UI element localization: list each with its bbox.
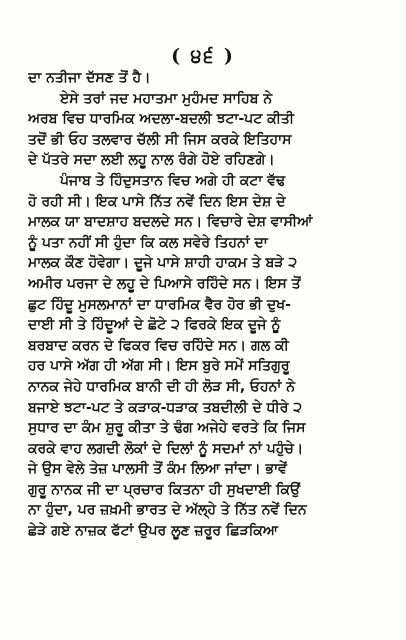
text-line: ਛੇੜੇ ਗਏ ਨਾਜ਼ਕ ਫੱਟਾਂ ਉਪਰ ਲੂਣ ਜ਼ਰੂਰ ਛਿੜਕਿਆ	[28, 523, 279, 540]
text-line: ਅਰਬ ਵਿਚ ਧਾਰਮਿਕ ਅਦਲਾ-ਬਦਲੀ ਝਟਾ-ਪਟ ਕੀਤੀ	[28, 111, 295, 128]
text-line: ਤਦੋਂ ਭੀ ਓਹ ਤਲਵਾਰ ਚੱਲੀ ਸੀ ਜਿਸ ਕਰਕੇ ਇਤਿਹਾਸ	[28, 131, 292, 148]
text-line: ਮਾਲਕ ਯਾ ਬਾਦਸ਼ਾਹ ਬਦਲਦੇ ਸਨ। ਵਿਚਾਰੇ ਦੇਸ਼ ਵਾਸੀਆਂ	[28, 214, 313, 231]
text-line: ਗੁਰੂ ਨਾਨਕ ਜੀ ਦਾ ਪ੍ਰਚਾਰ ਕਿਤਨਾ ਹੀ ਸੁਖਦਾਈ ਕਿਉਂ	[28, 481, 301, 498]
text-line: ਹੋ ਰਹੀ ਸੀ। ਇਕ ਪਾਸੇ ਨਿੱਤ ਨਵੇਂ ਦਿਨ ਇਸ ਦੇਸ਼ ਦੇ	[28, 193, 286, 210]
text-line: ਜੇ ਉਸ ਵੇਲੇ ਤੇਜ਼ ਪਾਲਸੀ ਤੋਂ ਕੰਮ ਲਿਆ ਜਾਂਦਾ। ਭਾਵੇਂ	[28, 461, 287, 478]
text-line: ਪੰਜਾਬ ਤੇ ਹਿੰਦੁਸਤਾਨ ਵਿਚ ਅਗੇ ਹੀ ਕਟਾ ਵੱਢ	[60, 172, 286, 189]
text-line: ਦਾਈ ਸੀ ਤੇ ਹਿੰਦੂਆਂ ਦੇ ਛੋਟੇ ੨ ਫਿਰਕੇ ਇਕ ਦੂਜੇ ਨੂੰ	[28, 317, 281, 334]
text-line: ਨਾਨਕ ਜੇਹੇ ਧਾਰਮਿਕ ਬਾਨੀ ਦੀ ਹੀ ਲੋੜ ਸੀ, ਓਹਨਾਂ ਨੇ	[28, 378, 295, 395]
text-line: ਹਰ ਪਾਸੇ ਅੱਗ ਹੀ ਅੱਗ ਸੀ। ਇਸ ਬੁਰੇ ਸਮੇਂ ਸਤਿਗੁਰੂ	[28, 358, 290, 375]
text-line: ਸੁਧਾਰ ਦਾ ਕੰਮ ਸ਼ੁਰੂ ਕੀਤਾ ਤੇ ਢੰਗ ਅਜੇਹੇ ਵਰਤੇ ਕਿ ਜਿਸ	[28, 420, 306, 437]
text-line: ਬਰਬਾਦ ਕਰਨ ਦੇ ਫਿਕਰ ਵਿਚ ਰਹਿੰਦੇ ਸਨ। ਗਲ ਕੀ	[28, 337, 289, 354]
text-line: ਦਾ ਨਤੀਜਾ ਦੱਸਣ ਤੋਂ ਹੈ।	[28, 70, 151, 86]
text-line: ਏਸੇ ਤਰਾਂ ਜਦ ਮਹਾਤਮਾ ਮੁਹੰਮਦ ਸਾਹਿਬ ਨੇ	[60, 90, 273, 107]
text-line: ਬਜਾਏ ਝਟਾ-ਪਟ ਤੇ ਕੜਾਕ-ਧੜਾਕ ਤਬਦੀਲੀ ਦੇ ਧੀਰੇ ੨	[28, 399, 302, 416]
page-number: ( ੪੬ )	[171, 45, 235, 67]
text-line: ਕਰਕੇ ਵਾਹ ਲਗਦੀ ਲੋਕਾਂ ਦੇ ਦਿਲਾਂ ਨੂੰ ਸਦਮਾਂ ਨਾਂ ਪਹੁੰਚੇ।	[28, 440, 304, 457]
body-text	[28, 68, 390, 542]
text-line: ਛੁਟ ਹਿੰਦੂ ਮੁਸਲਮਾਨਾਂ ਦਾ ਧਾਰਮਿਕ ਵੈਰ ਹੋਰ ਭੀ ਦੁਖ-	[28, 296, 291, 313]
text-line: ਮਾਲਕ ਕੌਣ ਹੋਵੇਗਾ। ਦੂਜੇ ਪਾਸੇ ਸ਼ਾਹੀ ਹਾਕਮ ਤੇ ਬੜੇ ੨	[28, 255, 298, 272]
text-line: ਨੂੰ ਪਤਾ ਨਹੀਂ ਸੀ ਹੁੰਦਾ ਕਿ ਕਲ ਸਵੇਰੇ ਤਿਹਨਾਂ ਦਾ	[28, 234, 268, 251]
text-line: ਅਮੀਰ ਪਰਜਾ ਦੇ ਲਹੂ ਦੇ ਪਿਆਸੇ ਰਹਿੰਦੇ ਸਨ। ਇਸ ਤੋਂ	[28, 275, 301, 292]
text-line: ਨਾ ਹੁੰਦਾ, ਪਰ ਜ਼ਖ਼ਮੀ ਭਾਰਤ ਦੇ ਅੱਲ੍ਹੇ ਤੇ ਨਿੱਤ ਨਵੇਂ ਦਿਨ	[28, 502, 307, 519]
text-line: ਦੇ ਪੱਤਰੇ ਸਦਾ ਲਈ ਲਹੂ ਨਾਲ ਰੰਗੇ ਹੋਏ ਰਹਿਣਗੇ।	[28, 152, 275, 169]
